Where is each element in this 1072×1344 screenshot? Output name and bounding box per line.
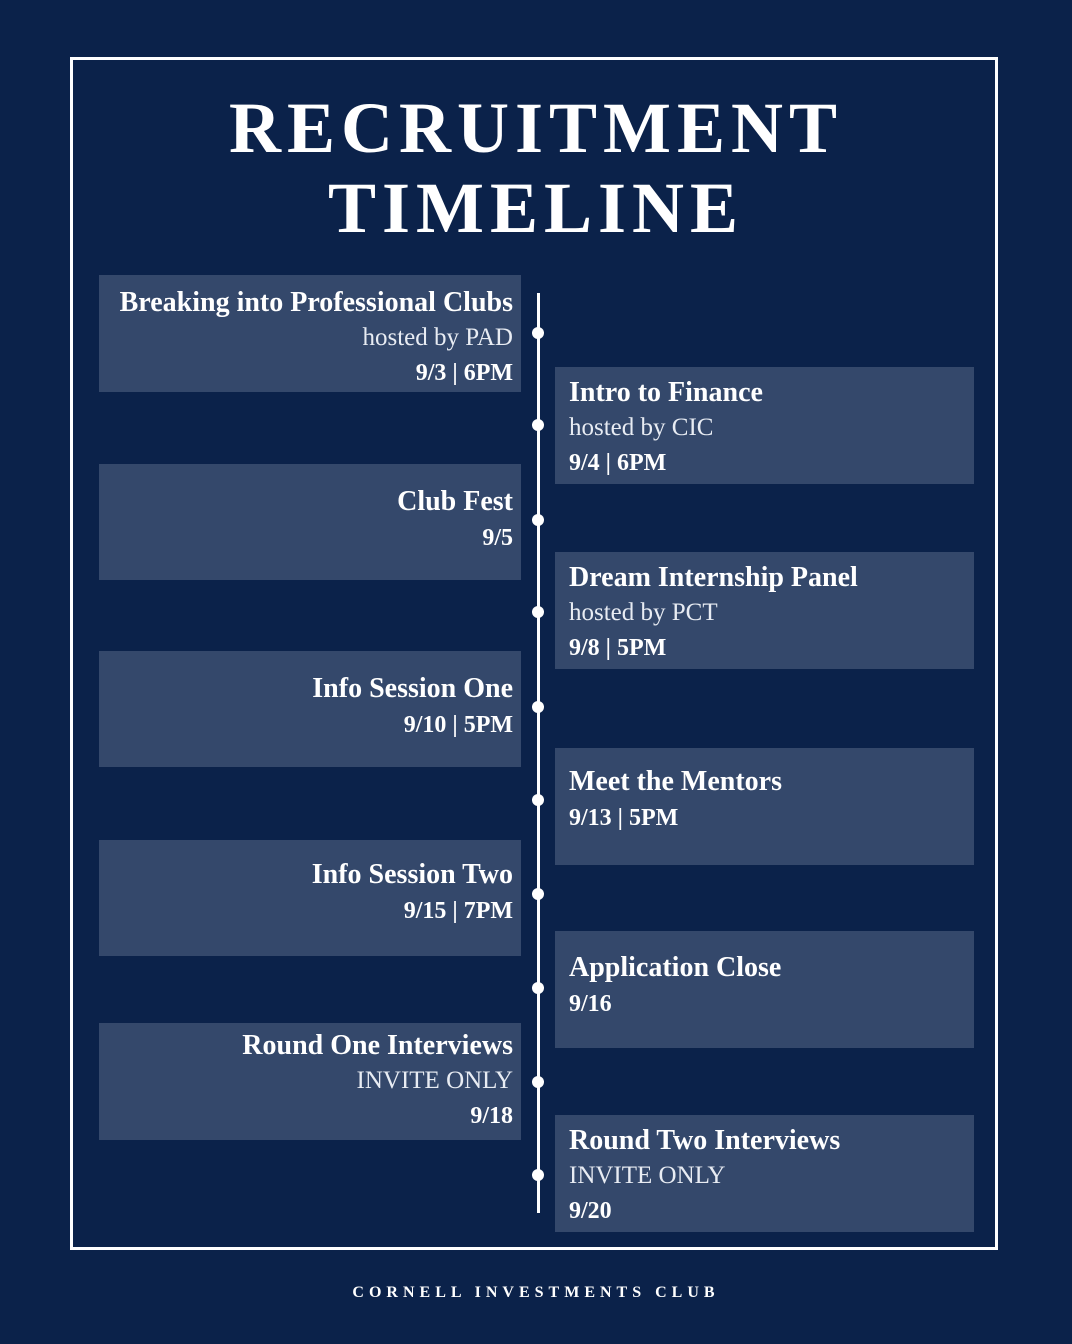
timeline-dot bbox=[532, 888, 544, 900]
event-card-round-one-interviews bbox=[99, 1023, 521, 1140]
timeline-dot bbox=[532, 1076, 544, 1088]
event-title: Info Session One bbox=[312, 673, 513, 704]
timeline-dot bbox=[532, 419, 544, 431]
timeline-dot bbox=[532, 1169, 544, 1181]
timeline-dot bbox=[532, 701, 544, 713]
event-date: 9/5 bbox=[482, 525, 513, 551]
event-date: 9/8 | 5PM bbox=[569, 635, 667, 661]
page-title-line-1: RECRUITMENT bbox=[228, 88, 844, 168]
event-title: Application Close bbox=[569, 952, 782, 983]
event-date: 9/16 bbox=[569, 991, 612, 1017]
event-host: INVITE ONLY bbox=[356, 1067, 513, 1094]
event-date: 9/13 | 5PM bbox=[569, 805, 679, 831]
timeline-line bbox=[537, 293, 540, 1213]
event-card-round-two-interviews bbox=[555, 1115, 974, 1232]
event-card-application-close bbox=[555, 931, 974, 1048]
timeline-dot bbox=[532, 327, 544, 339]
footer-organization: CORNELL INVESTMENTS CLUB bbox=[352, 1284, 720, 1301]
event-card-intro-to-finance bbox=[555, 367, 974, 484]
event-date: 9/15 | 7PM bbox=[403, 898, 513, 924]
event-host: hosted by CIC bbox=[569, 414, 714, 441]
event-card-breaking-into-professional-clubs bbox=[99, 275, 521, 392]
event-title: Meet the Mentors bbox=[569, 766, 783, 797]
page-title-line-2: TIMELINE bbox=[327, 168, 745, 248]
timeline-dot bbox=[532, 982, 544, 994]
event-card-club-fest bbox=[99, 464, 521, 580]
event-title: Info Session Two bbox=[311, 859, 513, 890]
event-date: 9/3 | 6PM bbox=[415, 360, 513, 386]
event-card-info-session-one bbox=[99, 651, 521, 767]
timeline-dot bbox=[532, 514, 544, 526]
event-title: Club Fest bbox=[397, 486, 513, 517]
event-host: INVITE ONLY bbox=[569, 1162, 726, 1189]
event-card-dream-internship-panel bbox=[555, 552, 974, 669]
event-title: Breaking into Professional Clubs bbox=[119, 287, 513, 318]
event-host: hosted by PAD bbox=[362, 324, 513, 351]
event-date: 9/18 bbox=[470, 1103, 513, 1129]
event-title: Intro to Finance bbox=[569, 377, 763, 408]
timeline-dot bbox=[532, 794, 544, 806]
event-title: Round Two Interviews bbox=[569, 1125, 841, 1156]
event-date: 9/10 | 5PM bbox=[403, 712, 513, 738]
event-date: 9/20 bbox=[569, 1198, 612, 1224]
event-title: Round One Interviews bbox=[242, 1030, 513, 1061]
event-host: hosted by PCT bbox=[569, 599, 718, 626]
event-date: 9/4 | 6PM bbox=[569, 450, 667, 476]
event-card-meet-the-mentors bbox=[555, 748, 974, 865]
event-title: Dream Internship Panel bbox=[569, 562, 858, 593]
timeline-dot bbox=[532, 606, 544, 618]
event-card-info-session-two bbox=[99, 840, 521, 956]
